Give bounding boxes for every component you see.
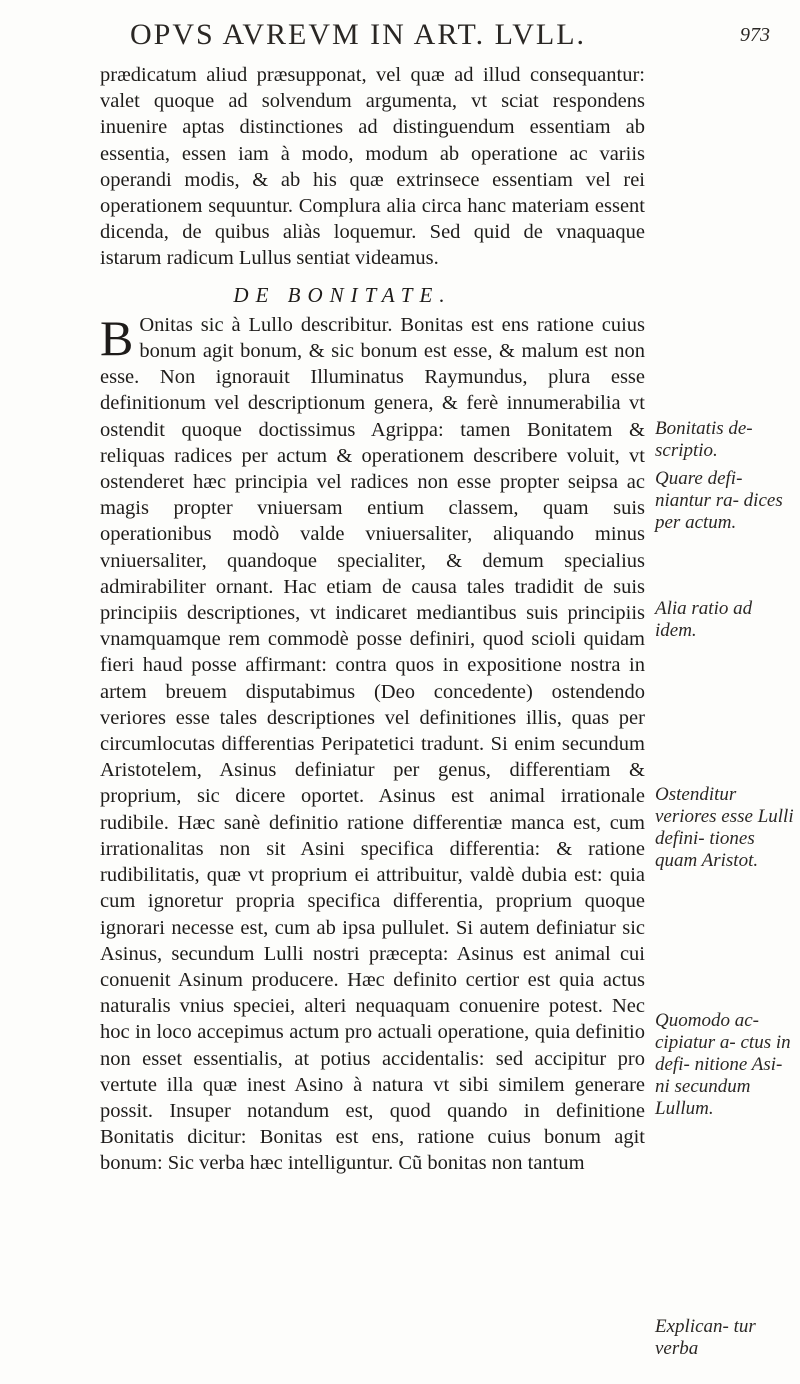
margin-note-quare-definiantur: Quare defi- niantur ra- dices per actum. xyxy=(655,468,783,533)
intro-paragraph: prædicatum aliud præsupponat, vel quæ ad illud consequantur: valet quoque ad solvendum argumenta, vt sciat respondens inuenire aptas distinctiones ad distinguendum essentiam ab essentia, essen iam à modo, modum ab operatione ac variis operandi modis, & ab his quæ extrinsece essentiam vel rei operationem sequuntur. Complura alia circa hanc materiam essent dicenda, de quibus aliàs loquemur. Sed quid de vnaquaque istarum radicum Lullus sentiat videamus. xyxy=(100,64,645,270)
section-heading: DE BONITATE. xyxy=(233,282,452,307)
drop-cap-initial: B xyxy=(100,309,134,366)
main-text-column xyxy=(100,62,645,1177)
section-body-text: Onitas sic à Lullo describitur. Bonitas est ens ratione cuius bonum agit bonum, & sic bonum est esse, & malum est non esse. Non ignorauit Illuminatus Raymundus, plura esse definitionum vel descriptionum genera, & ferè innumerabilia vt ostendit quoque doctissimus Agrippa: tamen Bonitatem & reliquas radices per actum & operationem describere voluit, vt ostenderet hæc principia vel radices non esse propter seipsa ac magis propter vniuersam entium classem, quam suis operationibus modò valde vniuersaliter, aliquando minus vniuersaliter, quandoque specialiter, & demum specialius admirabiliter ornant. Hac etiam de causa tales tradidit de suis principiis descriptiones, vt indicaret mediantibus suis principiis vnamquamque rem commodè posse definiri, quod scioli quidam fieri haud posse affirmant: contra quos in expositione nostra in artem breuem disputabimus (Deo concedente) ostendendo veriores esse tales descriptiones vel definitiones illis, quas per circumlocutas differentias Peripatetici tradunt. Si enim secundum Aristotelem, Asinus definiatur per genus, differentiam & proprium, sic dicere oportet. Asinus est animal irrationale rudibile. Hæc sanè definitio ratione differentiæ manca est, cum irrationalitas non sit Asini specifica differentia: & ratione rudibilitatis, quæ vt proprium ei attribuitur, valdè dubia est: quia cum ignoretur propria specifica differentia, proprium quoque ignorari necesse est, cum ab ipsa pullulet. Si autem definiatur sic Asinus, secundum Lulli nostri præcepta: Asinus est animal cui conuenit Asinum producere. Hæc definito certior est quia actus naturalis vnius speciei, alteri nequaquam conuenire potest. Nec hoc in loco accepimus actum pro actuali operatione, quia definitio non esset essentialis, at potius accidentalis: sed accipitur pro vertute illa quæ inest Asino à natura vt sibi similem generare possit. Insuper notandum est, quod quando in definitione Bonitatis dicitur: Bonitas est ens, ratione cuius bonum agit bonum: Sic verba hæc intelliguntur. Cũ bonitas non tantum xyxy=(100,313,645,1175)
margin-note-bonitatis: Bonitatis de- scriptio. xyxy=(655,418,753,461)
margin-note-explicantur: Explican- tur verba xyxy=(655,1316,756,1359)
margin-note-quomodo: Quomodo ac- cipiatur a- ctus in defi- nitione Asi- ni secundum Lullum. xyxy=(655,1010,791,1119)
margin-note-alia-ratio: Alia ratio ad idem. xyxy=(655,598,753,641)
margin-notes-column xyxy=(655,0,795,1384)
page-number: 973 xyxy=(740,24,770,46)
section-paragraph xyxy=(100,309,645,1177)
running-title: OPVS AVREVM IN ART. LVLL. xyxy=(130,18,587,51)
margin-note-ostenditur: Ostenditur veriores esse Lulli defini- tiones quam Aristot. xyxy=(655,784,794,871)
